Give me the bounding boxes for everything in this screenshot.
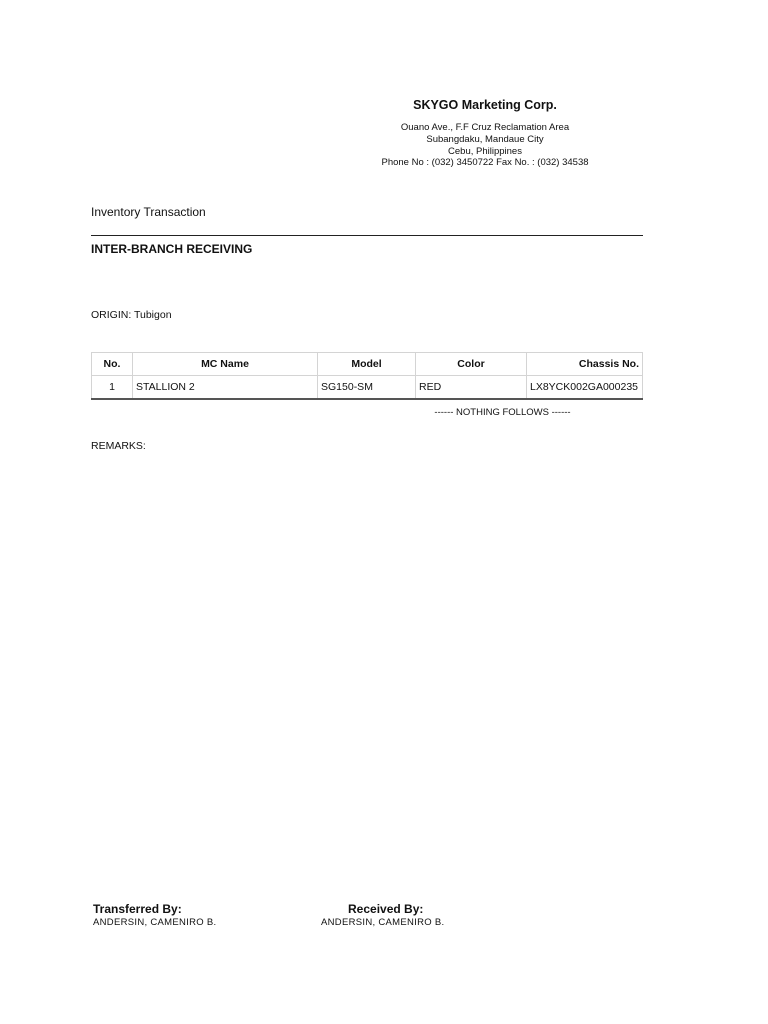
transferred-by-name: ANDERSIN, CAMENIRO B. [93, 917, 217, 928]
company-address-line: Ouano Ave., F.F Cruz Reclamation Area [400, 122, 570, 133]
received-by-label: Received By: [348, 902, 424, 916]
header-model: Model [318, 353, 416, 376]
nothing-follows-note: ------ NOTHING FOLLOWS ------ [434, 407, 571, 418]
cell-mc-name: STALLION 2 [133, 376, 318, 400]
cell-chassis-no: LX8YCK002GA000235 [527, 376, 643, 400]
remarks-label: REMARKS: [91, 440, 146, 452]
company-address-line: Subangdaku, Mandaue City [426, 134, 544, 145]
company-contact-line: Phone No : (032) 3450722 Fax No. : (032) 34538 [381, 157, 589, 168]
header-no: No. [92, 353, 133, 376]
cell-no: 1 [92, 376, 133, 400]
header-divider [91, 235, 643, 236]
table-header-row [92, 353, 643, 376]
header-chassis-no: Chassis No. [527, 353, 643, 376]
document-type: Inventory Transaction [91, 205, 206, 219]
company-address-line: Cebu, Philippines [448, 146, 522, 157]
origin-label: ORIGIN: Tubigon [91, 309, 172, 321]
transferred-by-label: Transferred By: [93, 902, 182, 916]
header-mc-name: MC Name [133, 353, 318, 376]
company-name: SKYGO Marketing Corp. [413, 98, 557, 112]
header-color: Color [416, 353, 527, 376]
cell-model: SG150-SM [318, 376, 416, 400]
table-row [92, 376, 643, 400]
document-title: INTER-BRANCH RECEIVING [91, 242, 253, 256]
received-by-name: ANDERSIN, CAMENIRO B. [321, 917, 445, 928]
cell-color: RED [416, 376, 527, 400]
items-table [91, 352, 643, 400]
